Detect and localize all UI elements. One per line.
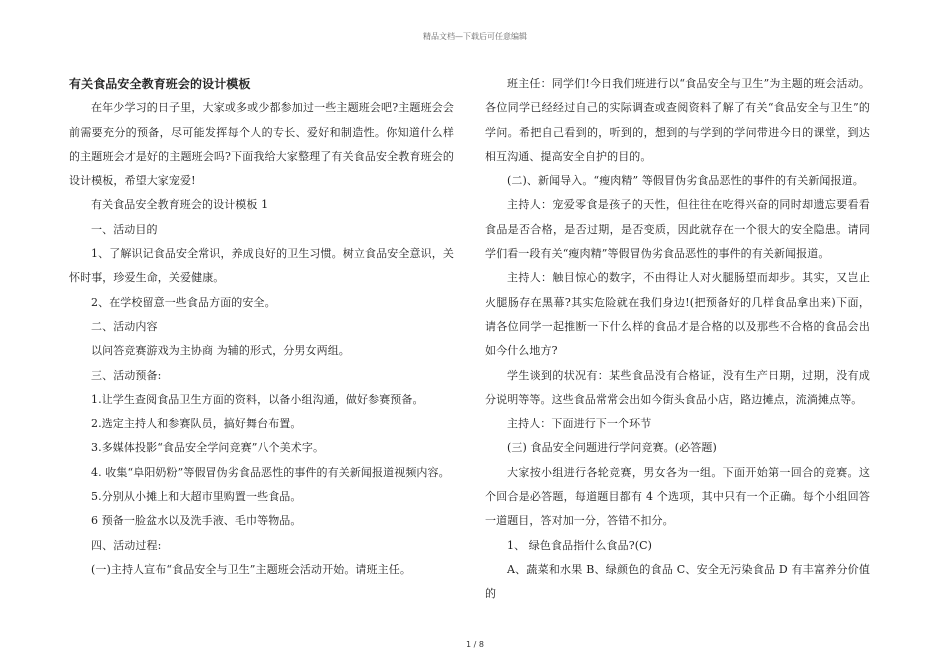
paragraph: (一)主持人宣布“食品安全与卫生”主题班会活动开始。请班主任。: [91, 562, 411, 576]
document-title: 有关食品安全教育班会的设计模板: [69, 77, 251, 91]
list-item: 4. 收集“阜阳奶粉”等假冒伪劣食品恶性的事件的有关新闻报道视频内容。: [91, 465, 450, 479]
paragraph: (三) 食品安全问题进行学问竞赛。(必答题): [507, 441, 717, 455]
section-heading: 有关食品安全教育班会的设计模板 1: [91, 198, 269, 212]
paragraph: 主持人：下面进行下一个环节: [507, 417, 652, 431]
paragraph: 班主任：同学们!今日我们班进行以“食品安全与卫生”为主题的班会活动。各位同学已经经过自己的实际调查或查阅资料了解了有关“食品安全与卫生”的学问。希把自己看到的，听到的，想到的与学到的学问带进今日的课堂，到达相互沟通、提高安全自护的目的。: [485, 77, 870, 163]
left-column: [69, 72, 454, 582]
section-heading: 一、活动目的: [91, 222, 158, 236]
question: 1、 绿色食品指什么食品?(C): [507, 538, 652, 552]
intro-paragraph: 在年少学习的日子里，大家或多或少都参加过一些主题班会吧?主题班会会前需要充分的预备，尽可能发挥每个人的专长、爱好和制造性。你知道什么样的主题班会才是好的主题班会吗?下面我给大家整理了有关食品安全教育班会的设计模板，希望大家宠爱!: [69, 101, 454, 188]
list-item: 2.选定主持人和参赛队员，搞好舞台布置。: [91, 417, 302, 431]
question-options: A、蔬菜和水果 B、绿颜色的食品 C、安全无污染食品 D 有丰富养分价值的: [485, 562, 870, 601]
list-item: 1、了解识记食品安全常识，养成良好的卫生习惯。树立食品安全意识，关怀时事，珍爱生命，关爱健康。: [69, 247, 454, 285]
page-header: 精品文档—下载后可任意编辑: [423, 32, 527, 41]
paragraph: 主持人：宠爱零食是孩子的天性，但往往在吃得兴奋的同时却遗忘要看看食品是否合格，是否过期，是否变质，因此就存在一个很大的安全隐患。请同学们看一段有关“瘦肉精”等假冒伪劣食品恶性的事件的有关新闻报道。: [485, 198, 870, 261]
paragraph: 大家按小组进行各轮竞赛，男女各为一组。下面开始第一回合的竞赛。这个回合是必答题，每道题目都有 4 个选项，其中只有一个正确。每个小组回答一道题目，答对加一分，答错不扣分。: [485, 465, 870, 528]
page-number: 1 / 8: [466, 640, 484, 649]
paragraph: 以问答竞赛游戏为主协商 为辅的形式，分男女两组。: [91, 344, 350, 358]
list-item: 1.让学生查阅食品卫生方面的资料，以备小组沟通，做好参赛预备。: [91, 392, 424, 406]
right-column: [485, 72, 870, 607]
paragraph: 主持人：触目惊心的数字，不由得让人对火腿肠望而却步。其实，又岂止火腿肠存在黑幕?其实危险就在我们身边!(把预备好的几样食品拿出来)下面，请各位同学一起推断一下什么样的食品才是合格的以及那些不合格的食品会出如今什么地方?: [485, 271, 870, 358]
section-heading: 三、活动预备:: [91, 368, 162, 382]
section-heading: 四、活动过程:: [91, 538, 162, 552]
list-item: 3.多媒体投影“食品安全学问竞赛”八个美术字。: [91, 441, 325, 455]
paragraph: (二)、新闻导入。“瘦肉精” 等假冒伪劣食品恶性的事件的有关新闻报道。: [507, 174, 864, 188]
paragraph: 学生谈到的状况有：某些食品没有合格证，没有生产日期，过期，没有成分说明等等。这些食品常常会出如今街头食品小店，路边摊点，流淌摊点等。: [485, 368, 870, 406]
list-item: 6 预备一脸盆水以及洗手液、毛巾等物品。: [91, 514, 302, 528]
list-item: 5.分别从小摊上和大超市里购置一些食品。: [91, 490, 302, 504]
section-heading: 二、活动内容: [91, 319, 158, 333]
list-item: 2、在学校留意一些食品方面的安全。: [91, 295, 276, 309]
